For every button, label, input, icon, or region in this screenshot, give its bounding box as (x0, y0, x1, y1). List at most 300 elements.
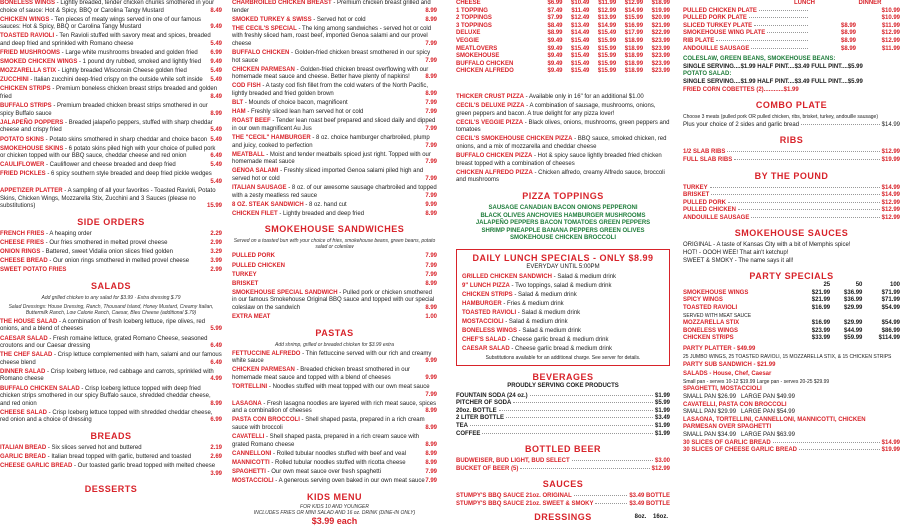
menu-item-price: 8.99 (425, 459, 437, 466)
menu-item-name: HAM (232, 109, 246, 116)
menu-item-description: - A sampling of all your favorites - Toasted Ravioli, Potato Skins, Chicken Wings, Mozzarella Stix, Zucchini and 3 Sauces (please no substitutions) (0, 188, 216, 210)
price-row (456, 431, 670, 439)
garlic-bread-30 (683, 440, 900, 448)
by-the-pound-heading: BY THE POUND (754, 170, 829, 181)
menu-item-description: - Freshly sliced imported Genoa salami piled high and served hot or cold (232, 168, 424, 182)
menu-item-price: 7.99 (425, 271, 437, 278)
menu-item-price: 15.99 (206, 203, 222, 210)
pizza-price: $17.99 (624, 30, 644, 37)
menu-item-price: 8.49 (210, 94, 222, 101)
price-row (683, 8, 900, 16)
menu-item-price: 5.49 (210, 178, 222, 185)
lasagna-small-pan: SMALL PAN $34.99 (683, 431, 737, 438)
menu-item-name: BRISKET (232, 280, 259, 287)
sides-line: COLESLAW, GREEN BEANS, SMOKEHOUSE BEANS: (683, 56, 836, 63)
pizza-price: $7.99 (547, 15, 563, 22)
price-row (683, 38, 900, 46)
price-row-label: 2 LITER BOTTLE (456, 415, 504, 422)
pizza-row (456, 23, 670, 31)
menu-item-description: - Ten Ravioli stuffed with savory meat and spices, breaded and deep fried and sprinkled with Romano cheese (0, 33, 211, 47)
price-row-label: ANDOUILLE SAUSAGE (683, 45, 750, 52)
combo-price: $14.99 (881, 121, 900, 128)
menu-item-description: - Mounds of choice bacon, magnificent (243, 100, 348, 107)
menu-item-price: 7.99 (425, 391, 437, 398)
price-row-price: $1.99 (654, 430, 670, 437)
menu-item-name: CECIL'S SMOKEHOUSE CHICKEN PIZZA (456, 136, 573, 143)
party-cavatelli-pans (683, 409, 900, 417)
menu-item-name: BONELESS WINGS (0, 0, 56, 6)
party-salads-pans: Small pan - serves 10-12 $19.99 Large pan - serves 20-25 $29.99 (683, 378, 830, 385)
cavatelli-large-pan: LARGE PAN $54.99 (741, 409, 795, 416)
menu-item-price: 8.99 (425, 16, 437, 23)
menu-item-description: - A generous serving oven baked in our own meat sauce (273, 478, 425, 485)
fried-corn-line: FRIED CORN COBETTES (2)............$1.99 (683, 86, 799, 93)
menu-item-name: ONION RINGS (0, 249, 41, 256)
menu-item (232, 272, 437, 280)
party-item-price: $54.99 (881, 320, 900, 327)
menu-item-price: 7.99 (425, 100, 437, 107)
menu-item-description: - Ten pieces of meaty wings served in one of our famous sauces: Hot & Spicy, BBQ or Carolina Tangy Mustard (0, 16, 201, 31)
pizza-price: $9.49 (547, 45, 563, 52)
party-item-price: $33.99 (811, 335, 831, 342)
salads-subtitle: Add grilled chicken to any salad for $3.99 · Extra dressing $.79 (41, 294, 181, 301)
menu-item (232, 109, 437, 117)
menu-item (462, 283, 664, 291)
menu-item-name: MEATBALL (232, 151, 265, 158)
menu-item-price: 9.49 (210, 24, 222, 31)
price-row (683, 15, 900, 23)
menu-item-price: 2.69 (210, 454, 222, 461)
price-row (456, 466, 670, 474)
price-row (683, 192, 900, 200)
menu-item (456, 120, 670, 135)
menu-item-name: THE CECIL'S SPECIAL (232, 25, 297, 32)
potato-single-serving: SINGLE SERVING....$1.99 HALF PINT....$3.49 FULL PINT....$5.99 (683, 78, 863, 85)
menu-item-price: 8.99 (425, 441, 437, 448)
menu-item (0, 0, 222, 15)
price-row (683, 23, 900, 31)
pizza-price: $11.49 (571, 7, 590, 14)
lasagna-large-pan: LARGE PAN $63.99 (741, 431, 795, 438)
pizza-price: $16.99 (624, 22, 644, 29)
menu-item-description: - Premium chicken breast grilled and tender (232, 0, 431, 14)
price-row-price: $3.49 BOTTLE (629, 493, 670, 500)
menu-item (232, 263, 437, 271)
spaghetti-large-pan: LARGE PAN $49.99 (741, 393, 795, 400)
price-row-label: PULLED PORK (683, 199, 727, 206)
menu-item (0, 463, 222, 478)
party-header-row (683, 282, 900, 290)
menu-item-description: - Battered, sweet Vidalia onion slices fried golden (40, 249, 173, 256)
menu-item-price: 1.00 (425, 314, 437, 321)
pizza-price: $18.99 (624, 37, 644, 44)
party-item-price: $54.99 (881, 305, 900, 312)
sauce-hot: HOT! - OOOH WEE! That ain't ketchup! (683, 250, 789, 257)
menu-item-description: - Served hot or cold (311, 16, 366, 23)
menu-item-price: 9.49 (210, 59, 222, 66)
price-row-label: PULLED PORK PLATE (683, 15, 747, 22)
menu-item (232, 281, 437, 289)
menu-item-name: BUFFALO CHICKEN PIZZA (456, 153, 533, 160)
menu-item-name: BUFFALO CHICKEN SALAD (0, 385, 80, 392)
price-row-price: $3.49 (654, 415, 670, 422)
menu-item-description: - Lightly breaded Wisconsin Cheese golden fried (56, 68, 187, 75)
menu-item-name: CHARBROILED CHICKEN BREAST (232, 0, 332, 6)
pizza-price: $15.99 (597, 60, 617, 67)
menu-item-description: - Our onion rings smothered in melted provel cheese (47, 258, 190, 265)
menu-item-description: - Pulled pork or chicken smothered in our famous Smokehouse Original BBQ sauce and topped with our special coleslaw on the sandwich (232, 289, 435, 311)
pizza-price: $18.99 (651, 0, 670, 6)
pizza-row (456, 68, 670, 76)
menu-item (232, 434, 437, 449)
party-row (683, 335, 900, 343)
menu-item-description: - Two toppings, salad & medium drink (509, 282, 612, 289)
dressings-row (456, 512, 670, 523)
menu-item-name: CHEESE SALAD (0, 409, 48, 416)
spaghetti-small-pan: SMALL PAN $26.99 (683, 393, 737, 400)
menu-item (0, 146, 222, 161)
menu-item-price: 5.99 (210, 326, 222, 333)
menu-item-price: 9.99 (425, 374, 437, 381)
pizza-row (456, 38, 670, 46)
pizza-price: $9.49 (547, 68, 563, 75)
menu-item-price: 2.29 (210, 230, 222, 237)
menu-item-name: SWEET POTATO FRIES (0, 267, 67, 274)
menu-item-price: 2.99 (210, 239, 222, 246)
menu-item (0, 352, 222, 367)
pizza-price: $6.99 (547, 0, 563, 6)
menu-item (232, 202, 437, 210)
menu-item-name: CHICKEN PARMESAN (232, 66, 295, 73)
menu-item-price: 9.99 (425, 201, 437, 208)
price-row-price: $1.99 (654, 407, 670, 414)
menu-item-description: - Golden-fried chicken breast overflowing with our homemade meat sauce and cheese. Better have plenty of napkins! (232, 66, 429, 81)
topping-line: JALAPEÑO PEPPERS BACON TOMATOES GREEN PEPPERS (475, 220, 651, 227)
party-item-price: $114.99 (878, 335, 900, 342)
pizza-name: CHEESE (456, 0, 481, 6)
menu-item-description: - Fries & medium drink (501, 300, 564, 307)
pizza-price: $15.49 (571, 53, 590, 60)
menu-item-price: 7.99 (425, 469, 437, 475)
price-row-label: BUCKET OF BEER (5) (456, 465, 519, 472)
menu-item-description: - Salad & medium drink (517, 328, 582, 335)
price-row-price: $12.99 (881, 149, 900, 156)
menu-item-name: TURKEY (232, 271, 257, 278)
price-row-price: $11.99 (881, 45, 900, 52)
ribs-heading: RIBS (779, 135, 804, 146)
price-row (683, 157, 900, 165)
menu-item-price: 5.49 (210, 40, 222, 47)
party-item-price: $71.99 (881, 297, 900, 304)
menu-item-description: - 1 pound dry rubbed, smoked and lightly fried (77, 59, 202, 66)
party-salads: SALADS - House, Chef, Caesar (683, 371, 772, 378)
price-row (456, 493, 670, 501)
smokehouse-sauces-heading: SMOKEHOUSE SAUCES (734, 228, 849, 239)
party-count: 50 (855, 282, 863, 289)
menu-item (0, 454, 222, 462)
breads-heading: BREADS (90, 431, 132, 442)
menu-item-name: MOSTACCIOLI (462, 319, 504, 325)
party-spaghetti-pans (683, 394, 900, 402)
price-row-price: $12.99 (881, 37, 900, 44)
menu-item (456, 136, 670, 151)
sauce-original: ORIGINAL - A taste of Kansas City with a bit of Memphis spice! (683, 242, 851, 249)
party-item-price: $36.99 (844, 289, 863, 296)
menu-item-name: CHICKEN PARMESAN (232, 367, 295, 374)
menu-item-description: - Lightly breaded and deep fried (277, 210, 365, 217)
pizza-name: MEATLOVERS (456, 45, 498, 52)
sauce-sweet-smoky: SWEET & SMOKY - The name says it all! (683, 257, 794, 264)
menu-item-name: 8 OZ. STEAK SANDWICH (232, 201, 304, 208)
pizza-price: $15.99 (597, 68, 617, 75)
pizza-row (456, 61, 670, 69)
menu-item (0, 103, 222, 118)
menu-item (232, 118, 437, 133)
menu-item-description: - Available only in 16" for an additional $1.00 (524, 93, 644, 100)
price-row-price: $12.99 (881, 214, 900, 221)
pizza-price: $14.99 (624, 7, 644, 14)
menu-item-name: JALAPEÑO POPPERS (0, 119, 64, 126)
menu-item-price: 8.99 (210, 110, 222, 117)
topping-line: SHRIMP PINEAPPLE BANANA PEPPERS GREEN OLIVES (481, 227, 645, 234)
menu-column-appetizers (0, 0, 222, 500)
menu-item-name: TORTELLINI (232, 384, 268, 391)
menu-item (232, 417, 437, 432)
menu-item (0, 59, 222, 67)
menu-item-name: HAMBURGER (462, 300, 502, 307)
party-item-price: $29.99 (844, 305, 863, 312)
smokehouse-subtitle: Served on a toasted bun with your choice of fries, smokehouse beans, green beans, potato salad or coleslaw (233, 238, 436, 251)
menu-item (456, 170, 670, 185)
menu-item-name: DINNER SALAD (0, 368, 46, 375)
menu-item-description: - Salad & medium drink (552, 273, 617, 280)
menu-item-name: BLT (232, 100, 244, 107)
menu-item-price: 3.99 (210, 258, 222, 265)
kids-subtitle: FOR KIDS 10 AND YOUNGER (300, 503, 369, 510)
menu-item-name: CANNELLONI (232, 450, 272, 457)
menu-item-description: - A combination of sausage, mushrooms, onions, green peppers and bacon. A true delight for any pizza lover! (456, 103, 656, 117)
menu-item-name: BONELESS WINGS (462, 328, 518, 335)
bottled-beer-heading: BOTTLED BEER (524, 444, 601, 455)
price-row-price: $11.99 (881, 22, 900, 29)
kids-subtitle-2: INCLUDES FRIES OR MINI SALAD AND 16 oz. DRINK (DINE-IN ONLY) (253, 509, 416, 516)
sauces-heading: SAUCES (542, 479, 584, 490)
menu-item-price: 8.99 (425, 305, 437, 311)
menu-item-price: 5.49 (210, 68, 222, 75)
menu-item-name: BUFFALO CHICKEN (232, 50, 290, 57)
menu-item (0, 319, 222, 334)
menu-item-name: THE HOUSE SALAD (0, 318, 58, 325)
menu-item-description: - Thin fettuccine served with our rich and creamy white sauce (232, 350, 432, 365)
menu-item (232, 314, 437, 322)
pizza-price: $8.99 (547, 30, 563, 37)
menu-item-name: FETTUCCINE ALFREDO (232, 350, 301, 357)
party-item-price: $21.99 (811, 297, 831, 304)
menu-item-price: 6.49 (210, 359, 222, 366)
menu-item-description: - BBQ sauce, smoked chicken, red onions, and a mix of mozzarella and cheddar cheese (456, 136, 667, 150)
pizza-price: $15.49 (597, 30, 617, 37)
menu-item (0, 137, 222, 145)
menu-item-price: 7.99 (425, 109, 437, 116)
beverages-subtitle: PROUDLY SERVING COKE PRODUCTS (507, 382, 619, 389)
menu-item-description: - Lightly breaded, tender chicken chunks smothered in your choice of sauce: Hot & Spicy, BBQ or Carolina Tangy Mustard (0, 0, 215, 14)
price-row-price: $5.99 (654, 400, 670, 407)
menu-item-name: CHEESE FRIES (0, 239, 45, 246)
menu-item-description: - Moist and tender meatballs spiced just right. Topped with our homemade meat sauce (232, 151, 431, 166)
pastas-heading: PASTAS (315, 327, 354, 338)
party-item-price: $21.99 (811, 289, 831, 296)
lunch-note: Substitutions available for an additional charge. See server for details. (485, 355, 641, 362)
price-row-label: STUMPY'S BBQ SAUCE 21oz. ORIGINAL (456, 493, 572, 500)
price-row-label: ANDOUILLE SAUSAGE (683, 214, 750, 221)
menu-item (232, 401, 437, 416)
menu-item-name: CHICKEN WINGS (0, 16, 50, 23)
pizza-row (456, 8, 670, 16)
party-specials-heading: PARTY SPECIALS (749, 271, 834, 282)
menu-item-price: 4.99 (210, 376, 222, 383)
menu-item (232, 26, 437, 49)
menu-item-description: - Premium boneless chicken breast strips breaded and golden fried (0, 86, 218, 101)
menu-item (0, 386, 222, 409)
menu-item-name: THE CHEF SALAD (0, 352, 53, 359)
cheese-garlic-bread-30 (683, 447, 900, 455)
menu-item (462, 310, 664, 318)
menu-item-name: CHICKEN STRIPS (462, 291, 513, 298)
price-row-label: STUMPY'S BBQ SAUCE 21oz. SWEET & SMOKY (456, 500, 594, 507)
party-cavatelli: CAVATELLI, PASTA CON BROCCOLI (683, 401, 787, 408)
garlic-bread-30-label: 30 SLICES OF GARLIC BREAD (683, 439, 771, 446)
menu-item-name: SMOKED TURKEY & SWISS (232, 16, 312, 23)
party-row (683, 328, 900, 336)
desserts-heading: DESSERTS (84, 484, 138, 495)
pizza-price: $15.99 (597, 37, 617, 44)
menu-item-description: - Crisp lettuce complemented with ham, salami and our famous cheese blend (0, 352, 222, 366)
menu-item-name: ITALIAN SAUSAGE (232, 185, 287, 192)
menu-item-name: THE "CECIL" HAMBURGER (232, 135, 311, 141)
price-row-price: $12.99 (881, 199, 900, 206)
menu-item (232, 384, 437, 399)
pastas-subtitle: Add shrimp, grilled or breaded chicken for $3.99 extra (275, 341, 394, 348)
pizza-price: $12.99 (597, 7, 617, 14)
menu-item-price: 6.49 (210, 153, 222, 160)
menu-item-price: 2.99 (210, 267, 222, 274)
menu-item (232, 469, 437, 477)
party-item-price: $36.99 (844, 297, 863, 304)
menu-item-description: - Our own meat sauce over fresh spaghetti (265, 469, 381, 475)
menu-item-description: - Rolled tubular noodles stuffed with beef and veal (271, 450, 406, 457)
menu-item-price: 7.99 (425, 142, 437, 149)
sides-single-serving: SINGLE SERVING....$1.99 HALF PINT....$3.49 FULL PINT....$5.99 (683, 63, 863, 70)
party-item-name: TOASTED RAVIOLI (683, 305, 738, 312)
party-item-price: $44.99 (844, 327, 863, 334)
pizza-price: $15.99 (597, 53, 617, 60)
party-count: 100 (889, 282, 900, 289)
menu-item-name: POTATO SKINS (0, 136, 45, 143)
party-item-price: $86.99 (881, 327, 900, 334)
menu-item-description: - Fresh lasagna noodles are layered with rich meat sauce, spices and a combination of cheeses (232, 400, 437, 415)
pizza-price: $8.49 (547, 22, 563, 29)
menu-item-description: - Black olives, onions, mushrooms, green peppers and tomatoes (456, 119, 670, 134)
menu-item-price: 3.29 (210, 249, 222, 256)
pizza-name: VEGGIE (456, 37, 480, 44)
menu-item (232, 460, 437, 468)
pizza-price: $20.99 (651, 15, 670, 22)
menu-item-name: COD FISH (232, 83, 261, 90)
menu-item (0, 188, 222, 211)
dressing-size-16oz: 16oz. (652, 513, 668, 520)
price-row-label: COFFEE (456, 430, 481, 437)
menu-item (0, 17, 222, 32)
lunch-heading: LUNCH (794, 0, 815, 6)
menu-item-price: 7.99 (425, 478, 437, 485)
menu-item-description: - Italian bread topped with garlic, buttered and toasted (46, 454, 192, 461)
price-row-price: $10.99 (881, 15, 900, 22)
pizza-toppings-heading: PIZZA TOPPINGS (522, 190, 604, 201)
menu-item (462, 274, 664, 282)
party-row (683, 290, 900, 298)
menu-item-description: - The king among sandwiches - served hot or cold with freshly sliced ham, roast beef, imported Genoa salami and our provel cheese (232, 25, 432, 47)
pizza-price: $18.99 (624, 45, 644, 52)
menu-item-name: 9" LUNCH PIZZA (462, 282, 510, 289)
menu-item-price: 8.99 (210, 400, 222, 407)
price-row-price: $14.99 (881, 184, 900, 191)
menu-item-name: CAESAR SALAD (0, 335, 48, 342)
pizza-row (456, 53, 670, 61)
pizza-row (456, 30, 670, 38)
party-lasagna: LASAGNA, TORTELLINI, CANNELLONI, MANNICOTTI, CHICKEN PARMESAN OVER SPAGHETTI (683, 416, 866, 431)
pizza-row (456, 15, 670, 23)
party-item-name: CHICKEN STRIPS (683, 335, 734, 342)
pizza-price: $10.49 (571, 0, 590, 6)
menu-column-smokehouse (683, 0, 900, 500)
menu-item-price: 7.99 (425, 57, 437, 64)
menu-item-name: ITALIAN BREAD (0, 445, 47, 452)
price-row-label: TURKEY (683, 184, 708, 191)
price-row-price: $3.49 BOTTLE (629, 500, 670, 507)
menu-item (232, 152, 437, 167)
menu-item-name: CHICKEN STRIPS (0, 86, 51, 93)
menu-item-description: - Noodles stuffed with meat topped with our own meat sauce (267, 384, 430, 391)
price-row (683, 215, 900, 223)
menu-item-name: ROAST BEEF (232, 118, 271, 125)
price-row-label: PULLED CHICKEN (683, 207, 737, 214)
menu-item-description: - Freshly sliced lean ham served hot or cold (245, 109, 364, 116)
party-item-name: SPICY WINGS (683, 297, 723, 304)
party-row (683, 297, 900, 305)
pizza-price: $15.99 (597, 45, 617, 52)
smokehouse-sandwiches-heading: SMOKEHOUSE SANDWICHES (264, 224, 405, 235)
menu-item-name: FRENCH FRIES (0, 230, 45, 237)
pizza-price: $23.99 (651, 53, 670, 60)
cheese-garlic-bread-30-price: $19.99 (881, 447, 900, 454)
party-row (683, 320, 900, 328)
menu-item (232, 451, 437, 459)
pizza-price: $13.49 (571, 22, 590, 29)
menu-item (462, 319, 664, 327)
menu-item-name: CECIL'S DELUXE PIZZA (456, 103, 525, 110)
pizza-row (456, 0, 670, 8)
menu-item-description: - A heaping order (44, 230, 92, 237)
party-platter: PARTY PLATTER - $49.99 (683, 346, 756, 352)
price-row-price: $12.99 (651, 465, 670, 472)
party-item-name: MOZZARELLA STIX (683, 320, 740, 327)
menu-item-description: - Six slices served hot and buttered (46, 445, 142, 452)
party-count: 25 (823, 282, 831, 289)
menu-item (0, 77, 222, 85)
menu-item-price: 2.19 (210, 445, 222, 452)
cavatelli-small-pan: SMALL PAN $29.99 (683, 409, 737, 416)
menu-item-price: 7.99 (425, 175, 437, 182)
